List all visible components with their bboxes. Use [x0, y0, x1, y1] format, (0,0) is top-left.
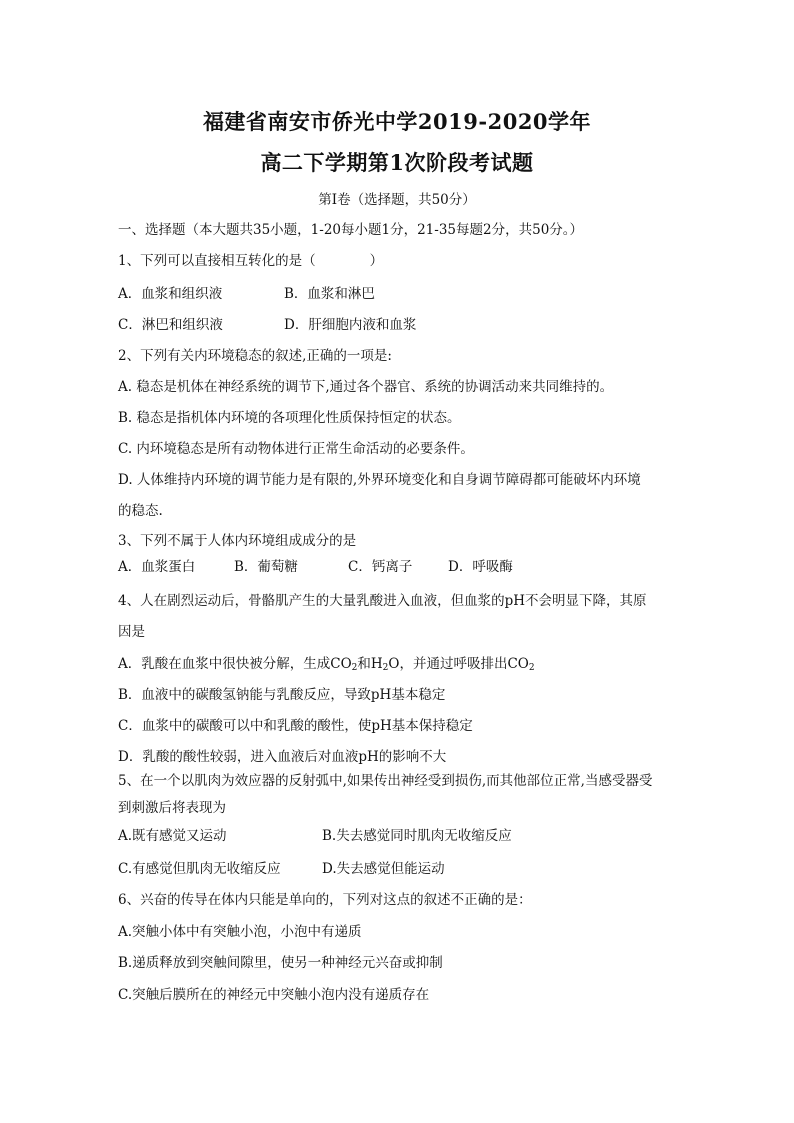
question-1-option-d: D．肝细胞内液和血浆 — [284, 317, 417, 333]
question-3-stem: 3、下列不属于人体内环境组成成分的是 — [118, 533, 357, 549]
question-2-option-b: B. 稳态是指机体内环境的各项理化性质保持恒定的状态。 — [118, 410, 461, 426]
question-2-option-d: D. 人体维持内环境的调节能力是有限的,外界环境变化和自身调节障碍都可能破坏内环境 — [118, 472, 641, 488]
question-6-option-a: A.突触小体中有突触小泡，小泡中有递质 — [118, 924, 362, 940]
question-3-option-b: B．葡萄糖 — [234, 559, 298, 575]
question-6-stem: 6、兴奋的传导在体内只能是单向的，下列对这点的叙述不正确的是： — [118, 892, 532, 908]
question-6-option-c: C.突触后膜所在的神经元中突触小泡内没有递质存在 — [118, 987, 430, 1003]
question-4-stem-line1: 4、人在剧烈运动后，骨骼肌产生的大量乳酸进入血液，但血浆的pH不会明显下降，其原 — [118, 593, 647, 609]
question-2-stem: 2、下列有关内环境稳态的叙述,正确的一项是: — [118, 348, 392, 364]
instructions: 一、选择题（本大题共35小题，1-20每小题1分，21-35每题2分，共50分。） — [118, 222, 584, 238]
question-5-stem-line1: 5、在一个以肌肉为效应器的反射弧中,如果传出神经受到损伤,而其他部位正常,当感受器受 — [118, 773, 653, 789]
question-4-option-a: A．乳酸在血浆中很快被分解，生成$CO_2$和$H_2O$，并通过呼吸排出$CO_2$ — [118, 656, 535, 673]
question-5-option-b: B.失去感觉同时肌肉无收缩反应 — [322, 828, 512, 844]
question-1-option-c: C．淋巴和组织液 — [118, 317, 223, 333]
question-5-option-d: D.失去感觉但能运动 — [322, 861, 445, 877]
question-2-option-d-cont: 的稳态. — [118, 503, 163, 519]
question-5-stem-line2: 到刺激后将表现为 — [118, 800, 226, 816]
question-3-option-d: D．呼吸酶 — [448, 559, 513, 575]
question-4-option-c: C．血浆中的碳酸可以中和乳酸的酸性，使pH基本保持稳定 — [118, 718, 473, 734]
question-2-option-a: A. 稳态是机体在神经系统的调节下,通过各个器官、系统的协调活动来共同维持的。 — [118, 379, 614, 395]
question-2-option-c: C. 内环境稳态是所有动物体进行正常生命活动的必要条件。 — [118, 441, 474, 457]
section-title: 第Ⅰ卷（选择题，共50分） — [318, 192, 476, 208]
question-4-option-d: D．乳酸的酸性较弱，进入血液后对血液pH的影响不大 — [118, 749, 447, 765]
question-3-option-a: A．血浆蛋白 — [118, 559, 196, 575]
exam-title-line1: 福建省南安市侨光中学2019-2020学年 — [202, 109, 592, 134]
question-4-option-b: B．血液中的碳酸氢钠能与乳酸反应，导致pH基本稳定 — [118, 687, 446, 703]
question-5-option-a: A.既有感觉又运动 — [118, 828, 227, 844]
question-1-option-b: B．血浆和淋巴 — [284, 286, 375, 302]
question-1-stem: 1、下列可以直接相互转化的是（ ） — [118, 253, 384, 269]
question-1-option-a: A．血浆和组织液 — [118, 286, 223, 302]
question-3-option-c: C．钙离子 — [348, 559, 413, 575]
exam-title-line2: 高二下学期第1次阶段考试题 — [260, 150, 534, 175]
question-5-option-c: C.有感觉但肌肉无收缩反应 — [118, 861, 281, 877]
question-6-option-b: B.递质释放到突触间隙里，使另一种神经元兴奋或抑制 — [118, 955, 443, 971]
question-4-stem-line2: 因是 — [118, 624, 145, 640]
